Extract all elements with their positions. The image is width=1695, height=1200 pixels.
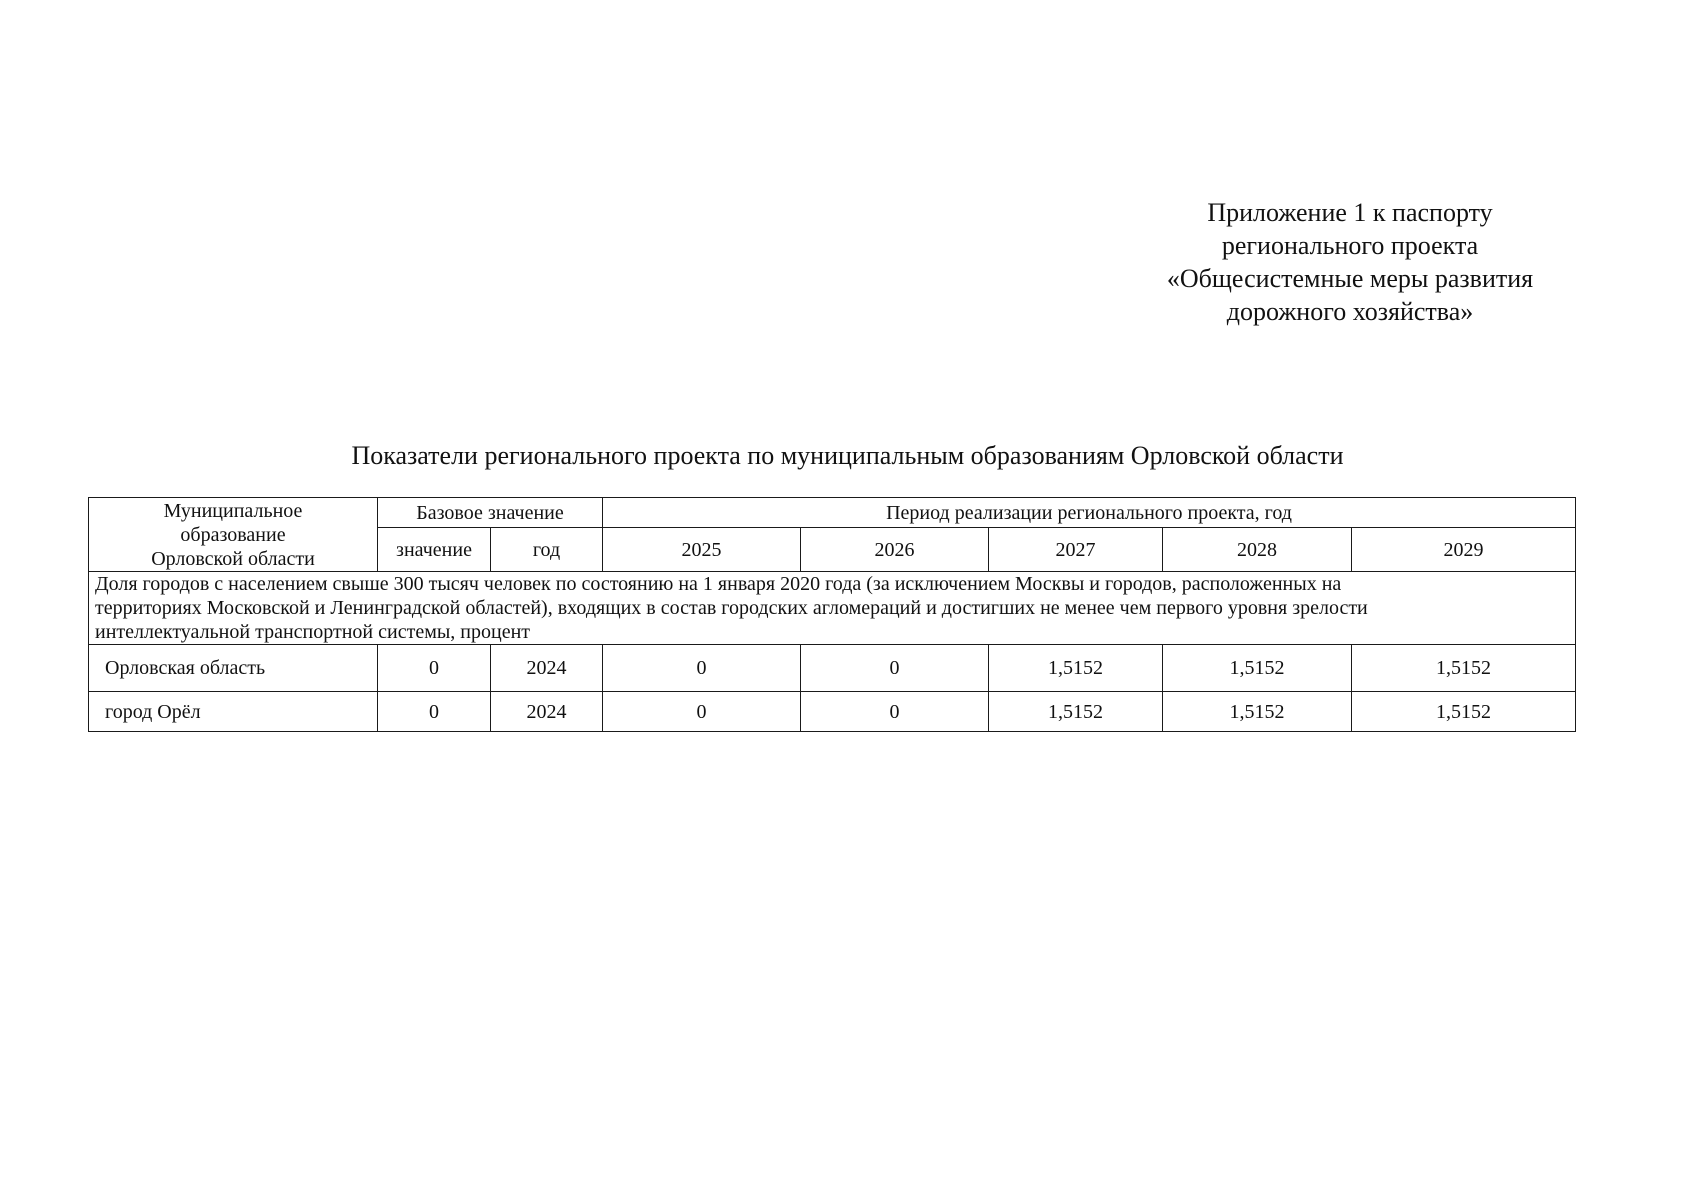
row-base-value: 0 — [378, 692, 491, 732]
header-base-year: год — [491, 528, 603, 572]
appendix-line: дорожного хозяйства» — [1226, 297, 1474, 326]
row-base-year: 2024 — [491, 645, 603, 692]
row-value-2029: 1,5152 — [1352, 645, 1576, 692]
header-municipality-line: Муниципальное — [163, 499, 303, 522]
header-base-group: Базовое значение — [378, 498, 603, 528]
header-year-2029: 2029 — [1352, 528, 1576, 572]
row-value-2028: 1,5152 — [1163, 645, 1352, 692]
table-row — [89, 692, 1576, 732]
row-municipality-name: город Орёл — [89, 692, 378, 732]
indicator-line: территориях Московской и Ленинградской областей), входящих в состав городских агломераций и достигших не менее чем первого уровня зрелости — [95, 597, 1368, 619]
table-row — [89, 645, 1576, 692]
row-value-2027: 1,5152 — [989, 692, 1163, 732]
indicator-description — [89, 572, 1576, 645]
header-municipality-line: образование — [180, 523, 286, 546]
document-title: Показатели регионального проекта по муниципальным образованиям Орловской области — [351, 441, 1344, 470]
row-value-2025: 0 — [603, 692, 801, 732]
appendix-note — [1120, 196, 1580, 328]
row-value-2028: 1,5152 — [1163, 692, 1352, 732]
header-period-group: Период реализации регионального проекта, год — [603, 498, 1576, 528]
appendix-line: Приложение 1 к паспорту — [1207, 198, 1493, 227]
row-base-value: 0 — [378, 645, 491, 692]
header-year-2026: 2026 — [801, 528, 989, 572]
row-base-year: 2024 — [491, 692, 603, 732]
indicators-table — [88, 497, 1576, 732]
row-value-2026: 0 — [801, 645, 989, 692]
header-base-value: значение — [378, 528, 491, 572]
row-value-2027: 1,5152 — [989, 645, 1163, 692]
row-value-2026: 0 — [801, 692, 989, 732]
appendix-line: «Общесистемные меры развития — [1166, 264, 1534, 293]
header-year-2028: 2028 — [1163, 528, 1352, 572]
row-municipality-name: Орловская область — [89, 645, 378, 692]
appendix-line: регионального проекта — [1221, 231, 1479, 260]
indicator-line: Доля городов с населением свыше 300 тысяч человек по состоянию на 1 января 2020 года (за исключением Москвы и городов, расположенных на — [95, 573, 1342, 595]
row-value-2029: 1,5152 — [1352, 692, 1576, 732]
indicator-line: интеллектуальной транспортной системы, процент — [95, 621, 531, 643]
header-municipality — [89, 498, 378, 572]
row-value-2025: 0 — [603, 645, 801, 692]
header-year-2025: 2025 — [603, 528, 801, 572]
header-municipality-line: Орловской области — [151, 547, 315, 570]
header-year-2027: 2027 — [989, 528, 1163, 572]
